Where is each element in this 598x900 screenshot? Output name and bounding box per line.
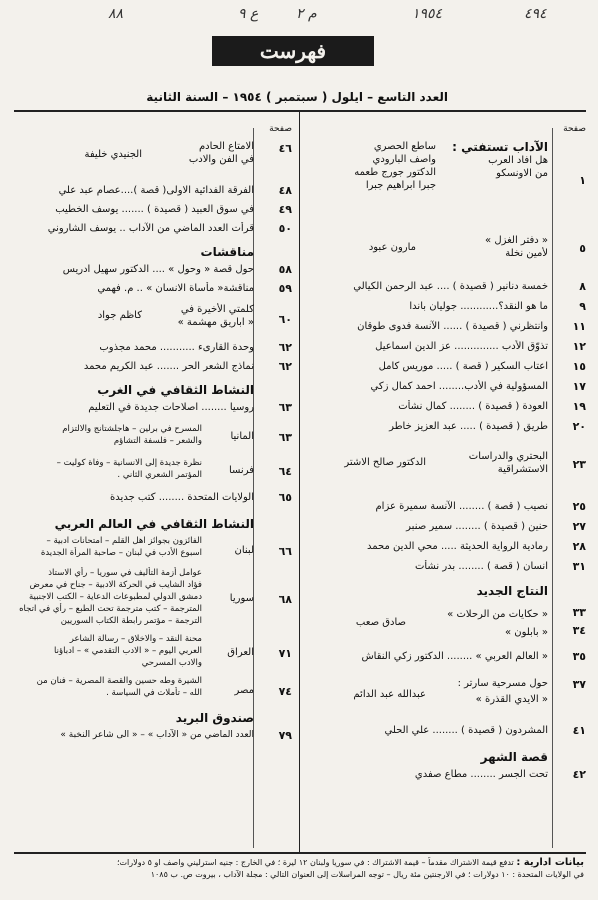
toc-entry: ٥٠ قرأت العدد الماضي من الآداب .. يوسف الشاروني [47, 222, 292, 235]
entry-line: حول مسرحية سارتر : [457, 678, 548, 689]
block-4 [306, 602, 586, 644]
page-number: ٦٠ [278, 313, 292, 326]
section-heading: صندوق البريد [175, 711, 254, 725]
toc-entry: ١٧ المسؤولية في الأدب........ احمد كمال زكي [370, 380, 586, 393]
author: صادق صعب [355, 617, 406, 628]
toc-entry: ٥٨ حول قصة « وحول » .... الدكتور سهيل ادريس [62, 263, 292, 276]
toc-entry: ٦٢ نماذج الشعر الحر ....... عبد الكريم محمد [83, 360, 292, 373]
toc-entry: ٤٢ تحت الجسر ........ مطاع صفدي [414, 768, 586, 781]
toc-entry: ٤٨ الفرقة الفدائية الاولى( قصة )....عصام عبد علي [58, 184, 292, 197]
section-heading: النشاط الثقافي في الغرب [97, 383, 254, 397]
entry-line: في الفن والادب [188, 154, 254, 165]
toc-entry: ١٥ اعتاب السكير ( قصة ) ..... موريس كامل [378, 360, 586, 373]
right-column [306, 124, 586, 788]
toc-entry: ٣٥ « العالم العربي » ........ الدكتور زكي النقاش [361, 650, 586, 663]
author: الجنيدي خليفة [84, 149, 142, 160]
left-page-label: صفحة [269, 124, 292, 134]
block-1 [306, 140, 586, 220]
entry-line: كلمتي الأخيرة في [180, 304, 254, 315]
section-heading: قصة الشهر [480, 750, 548, 764]
toc-entry: ٥٩ مناقشة« مأساة الانسان » .. م. فهمي [97, 282, 292, 295]
toc-entry: ٦٢ وحدة القارىء ........... محمد مجذوب [99, 341, 292, 354]
footer-line-1: تدفع قيمة الاشتراك مقدماً – قيمة الاشتراك : في سوريا ولبنان ١٢ ليرة ؛ في الخارج : جنيه استرليني واصف او ٥ دولارات؛ [116, 858, 514, 867]
page-number: ٣٣ [572, 606, 586, 619]
footer [12, 857, 584, 881]
margin-note-mid1: ع ٩ [238, 6, 259, 22]
country-entry: ٦٣ المانيا المسرح في برلين – هاجلشتانج والالتزام والشعر – فلسفة التشاؤم [62, 424, 292, 446]
author: الدكتور جورج طعمه [354, 167, 436, 178]
block-l1 [12, 140, 292, 176]
toc-entry: ٤٩ في سوق العبيد ( قصيدة ) ....... يوسف الخطيب [55, 203, 292, 216]
country-entry: ٧١ العراق محنة النقد – والاخلاق – رسالة الشاعر العربي اليوم – « الادب التقدمي » – ادباؤنا والادب المسرحي [54, 634, 292, 668]
section-heading: الآداب تستفتي : [452, 140, 548, 154]
author: الدكتور صالح الاشتر [344, 457, 426, 468]
toc-entry: ٢٠ طريق ( قصيدة ) ..... عبد العزيز خاطر [389, 420, 586, 433]
toc-entry: ٢٥ نصيب ( قصة ) ........ الآنسة سميرة عزام [375, 500, 586, 513]
page-number: ٣٧ [572, 678, 586, 691]
entry-line: « الايدي القذرة » [475, 694, 548, 705]
country-entry: ٦٤ فرنسا نظرة جديدة إلى الانسانية – وفاة كوليت – المؤتمر الشعري الثاني . [56, 458, 292, 480]
entry-line: لأمين نخلة [505, 248, 548, 259]
toc-entry: ٢٨ رمادية الرواية الحديثة ..... محي الدين محمد [366, 540, 586, 553]
margin-note-right2: ٤٩٤ [524, 6, 547, 22]
entry-line: « دفتر الغزل » [485, 235, 548, 246]
entry-line: « اباريق مهشمة » [177, 317, 254, 328]
footer-label: بيانات ادارية : [516, 857, 584, 868]
page-title: فهرست [212, 36, 374, 66]
bottom-rule [14, 852, 586, 854]
block-l2 [12, 301, 292, 341]
issue-line: العدد التاسع – ايلول ( سبتمبر ) ١٩٥٤ – السنة الثانية [146, 90, 448, 104]
page-number: ٣٤ [572, 624, 586, 637]
block-2 [306, 234, 586, 280]
page-number: ١ [579, 174, 586, 187]
left-column [12, 124, 292, 747]
footer-line-2: في الولايات المتحدة : ١٠ دولارات ؛ في الارجنتين مئة ريال – توجه المراسلات إلى العنوان التالي : مجلة الآداب ، بيروت ص. ب ١٠٨٥ [150, 870, 584, 879]
page-number: ٤٦ [278, 142, 292, 155]
country-entry: ٦٨ سوريا عوامل أزمة التأليف في سوريا – رأي الاستاذ فؤاد الشايب في الحركة الادبية – جناح في معرض دمشق الدولي لمطبوعات الدعاية – الكتب الاجنبية المترجمة – كتب مترجمة تحت الطبع – رأي في اتجاه الترجمة – مؤتمر رابطة الكتاب السوريين [19, 568, 292, 626]
author: جبرا ابراهيم جبرا [365, 180, 436, 191]
author: عبدالله عبد الدائم [353, 689, 426, 700]
author: كاظم جواد [97, 310, 142, 321]
block-3 [306, 446, 586, 500]
top-rule [14, 110, 586, 112]
toc-entry: ١٢ تذوّق الأدب .............. عز الدين اسماعيل [375, 340, 586, 353]
entries-group-2 [306, 500, 586, 580]
toc-entry: ٩ ما هو النقد؟............ جوليان باندا [409, 300, 586, 313]
entry-line: البحتري والدراسات [468, 451, 548, 462]
toc-entry: ٢٧ حنين ( قصيدة ) ........ سمير صنبر [406, 520, 586, 533]
author: واصف البارودي [372, 154, 436, 165]
toc-entry: ١٩ العودة ( قصيدة ) ........ كمال نشأت [398, 400, 586, 413]
toc-entry: ٦٣ روسيا ........ اصلاحات جديدة في التعليم [88, 401, 292, 414]
country-entry: ٦٦ لبنان الفائزون بجوائز اهل القلم – امتحانات ادبية – اسبوع الأدب في لبنان – صاحبة المرأة الجديدة [40, 536, 292, 558]
entry-line: الاستشراقية [497, 464, 548, 475]
toc-entry: ٨ خمسة دنانير ( قصيدة ) .... عبد الرحمن الكيالي [353, 280, 586, 293]
entry-line: « حكايات من الرحلات » [447, 609, 548, 620]
margin-note-mid2: م ٢ [296, 6, 317, 22]
entry-line: الامتاع الحادم [198, 141, 254, 152]
section-heading: النتاج الجديد [476, 584, 548, 598]
page-number: ٥ [579, 242, 586, 255]
page-number: ٢٣ [572, 458, 586, 471]
entries-group-1 [306, 280, 586, 440]
entry-line: هل افاد العرب [488, 155, 548, 166]
section-heading: النشاط الثقافي في العالم العربي [54, 517, 254, 531]
column-divider [299, 112, 300, 852]
author: ساطع الحصري [373, 141, 436, 152]
right-page-label: صفحة [563, 124, 586, 134]
toc-entry: ٤١ المشردون ( قصيدة ) ........ علي الحلي [384, 724, 586, 737]
toc-entry: ٣١ انسان ( قصة ) ........ بدر نشأت [414, 560, 586, 573]
section-heading: مناقشات [200, 245, 254, 259]
block-5 [306, 676, 586, 716]
margin-note-right1: ١٩٥٤ [412, 6, 443, 22]
country-entry: ٧٤ مصر الشيرة وطه حسين والقصة المصرية – فنان من الله – تأملات في السياسة . [36, 676, 292, 698]
toc-entry: ١١ وانتظرني ( قصيدة ) ...... الآنسة فدوى طوقان [357, 320, 586, 333]
toc-entry: ٦٥ الولايات المتحدة ........ كتب جديدة [110, 491, 292, 504]
entry-line: « بابلون » [504, 627, 548, 638]
margin-note-left: ٨٨ [108, 6, 124, 22]
entry-line: من الاونسكو [496, 168, 548, 179]
toc-entry: ٧٩ العدد الماضي من « الآداب » – « الى شاعر النخبة » [60, 729, 292, 742]
author: مارون عبود [368, 242, 416, 253]
